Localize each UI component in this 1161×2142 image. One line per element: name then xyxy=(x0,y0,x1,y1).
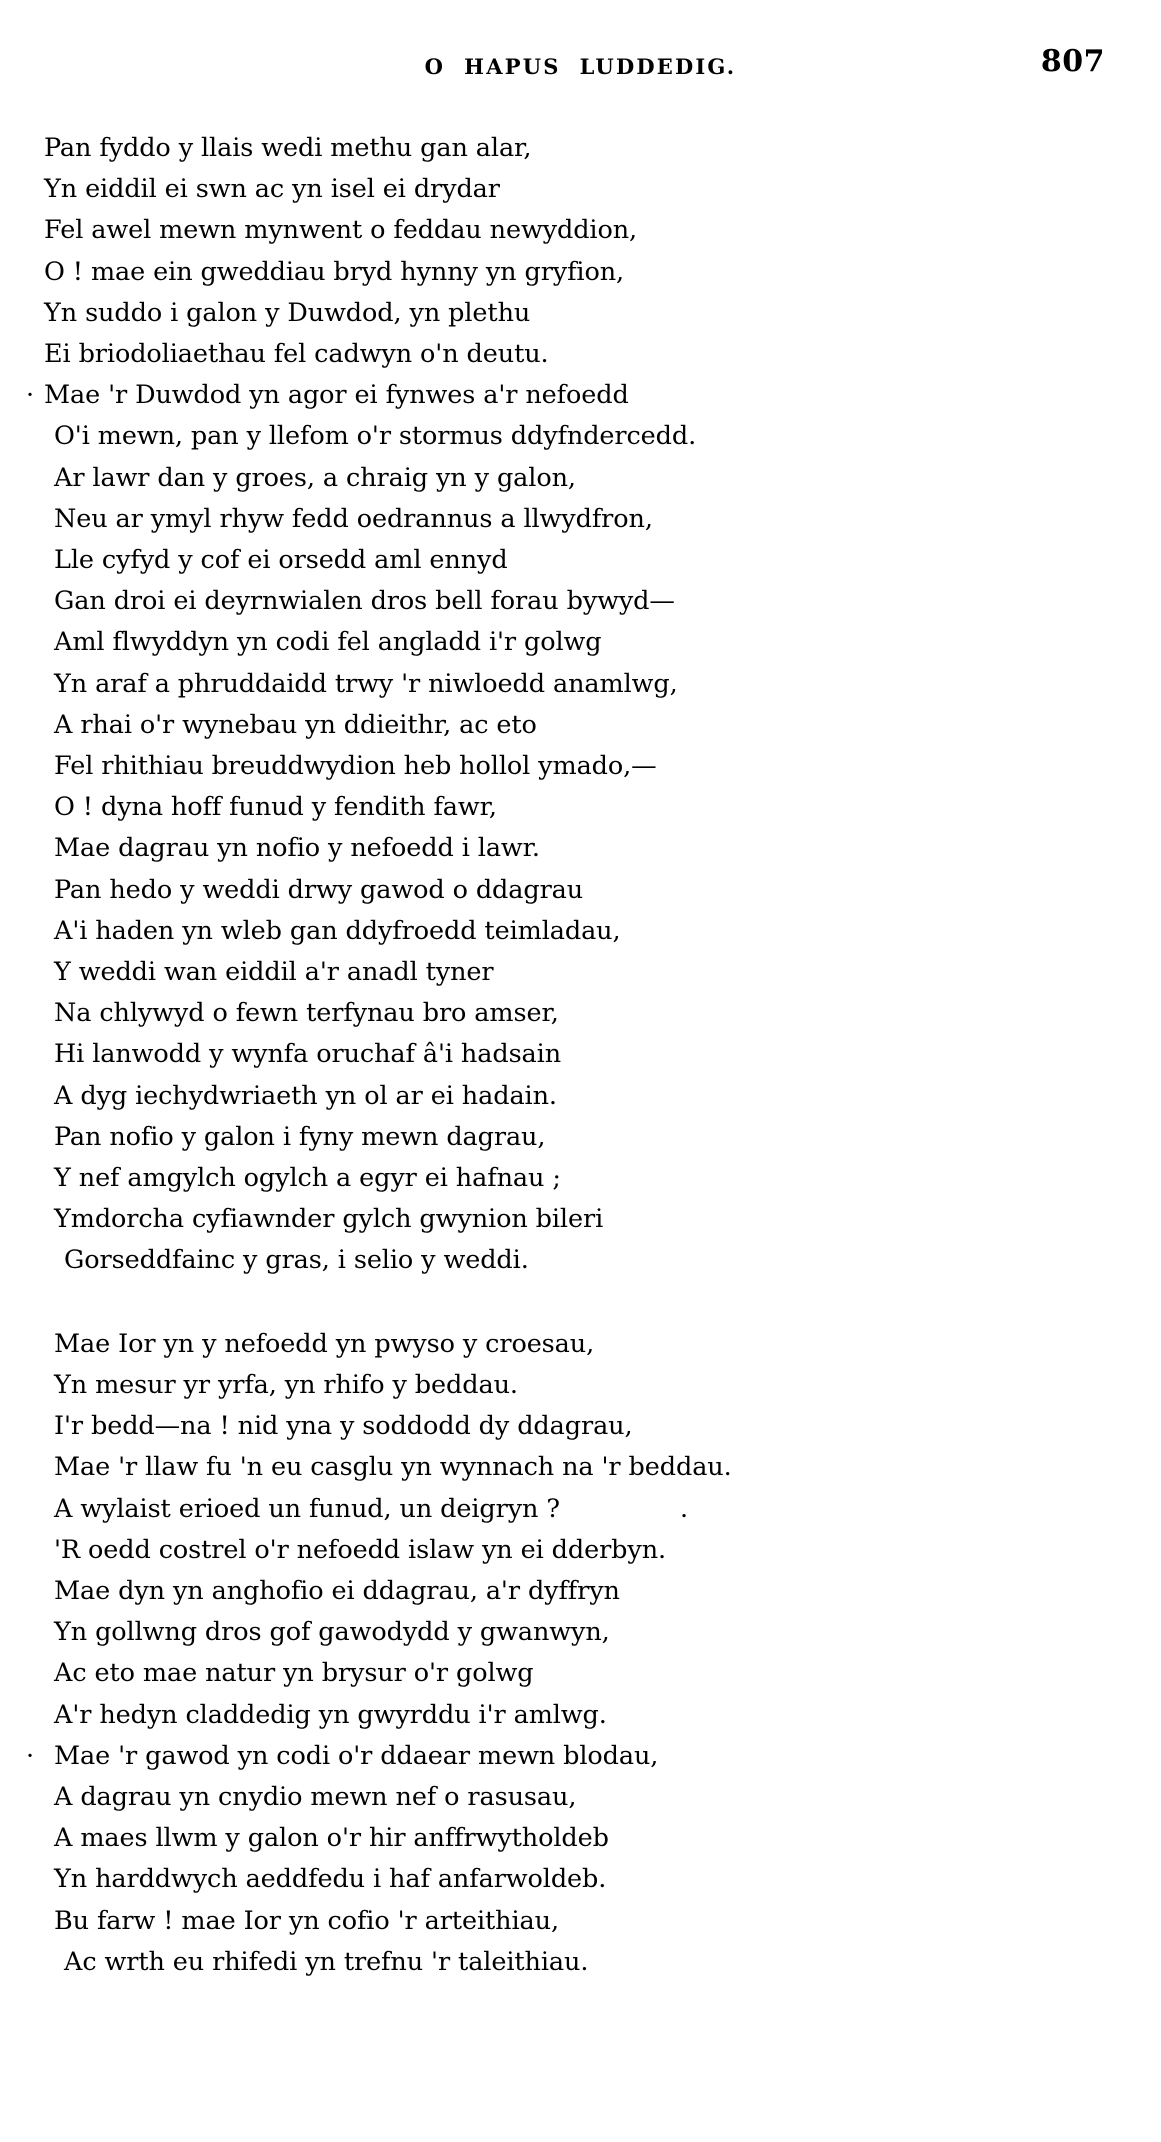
poem-line xyxy=(44,1324,1131,1365)
poem-line-text: O ! mae ein gweddiau bryd hynny yn gryfion, xyxy=(44,256,625,287)
poem-line xyxy=(44,169,1131,210)
poem-line xyxy=(44,293,1131,334)
poem-line-text: Yn eiddil ei swn ac yn isel ei drydar xyxy=(44,174,500,205)
poem-line xyxy=(44,252,1131,293)
poem-line xyxy=(44,1859,1131,1900)
poem-line xyxy=(44,1942,1131,1983)
poem-line-text: Ei briodoliaethau fel cadwyn o'n deutu. xyxy=(44,339,549,370)
poem-line xyxy=(44,1901,1131,1942)
poem-line-text: Pan nofio y galon i fyny mewn dagrau, xyxy=(54,1121,546,1152)
page-header xyxy=(0,0,1161,96)
poem-line-text: Na chlywyd o fewn terfynau bro amser, xyxy=(54,998,559,1029)
poem-line xyxy=(44,581,1131,622)
poem-line xyxy=(44,1818,1131,1859)
poem-line xyxy=(44,1158,1131,1199)
poem-line xyxy=(44,622,1131,663)
poem-line xyxy=(44,1199,1131,1240)
poem-line xyxy=(44,787,1131,828)
poem-line xyxy=(44,1240,1131,1281)
poem-line-text: A wylaist erioed un funud, un deigryn ? xyxy=(54,1493,560,1524)
poem-line xyxy=(44,911,1131,952)
poem-line xyxy=(44,828,1131,869)
poem-line xyxy=(44,705,1131,746)
poem-line xyxy=(44,128,1131,169)
poem-line xyxy=(44,870,1131,911)
poem-line xyxy=(44,1117,1131,1158)
poem-line xyxy=(44,416,1131,457)
stanza-1 xyxy=(26,128,1131,1282)
poem-line-text: Yn araf a phruddaidd trwy 'r niwloedd anamlwg, xyxy=(54,668,678,699)
poem-line-text: A rhai o'r wynebau yn ddieithr, ac eto xyxy=(54,709,537,740)
poem-body xyxy=(0,128,1161,1983)
margin-dot-mark: · xyxy=(26,380,35,411)
poem-line-text: Yn harddwych aeddfedu i haf anfarwoldeb. xyxy=(54,1864,607,1895)
poem-line-text: I'r bedd—na ! nid yna y soddodd dy ddagrau, xyxy=(54,1411,633,1442)
poem-line xyxy=(44,334,1131,375)
poem-line xyxy=(44,1076,1131,1117)
poem-line xyxy=(44,499,1131,540)
poem-line xyxy=(26,375,1131,416)
poem-line xyxy=(44,210,1131,251)
poem-line-text: Pan fyddo y llais wedi methu gan alar, xyxy=(44,133,532,163)
poem-line-text: Ymdorcha cyfiawnder gylch gwynion bileri xyxy=(54,1204,604,1235)
poem-line-text: Gorseddfainc y gras, i selio y weddi. xyxy=(64,1245,529,1276)
poem-line xyxy=(44,1653,1131,1694)
poem-line-text: Ac eto mae natur yn brysur o'r golwg xyxy=(54,1658,534,1689)
poem-line xyxy=(44,458,1131,499)
stanza-2 xyxy=(26,1324,1131,1983)
poem-line xyxy=(44,1571,1131,1612)
poem-line-text: 'R oedd costrel o'r nefoedd islaw yn ei dderbyn. xyxy=(54,1534,667,1565)
poem-line-text: Mae dagrau yn nofio y nefoedd i lawr. xyxy=(54,833,540,864)
poem-line xyxy=(44,1447,1131,1488)
page-number: 807 xyxy=(1040,44,1105,79)
poem-line-text: Yn gollwng dros gof gawodydd y gwanwyn, xyxy=(54,1617,610,1648)
poem-line-text: O'i mewn, pan y llefom o'r stormus ddyfndercedd. xyxy=(54,421,697,452)
poem-line xyxy=(44,664,1131,705)
poem-line-text: A dagrau yn cnydio mewn nef o rasusau, xyxy=(54,1781,577,1812)
poem-line-text: Mae dyn yn anghofio ei ddagrau, a'r dyffryn xyxy=(54,1575,620,1606)
poem-line xyxy=(44,1034,1131,1075)
poem-line-text: Neu ar ymyl rhyw fedd oedrannus a llwydfron, xyxy=(54,503,653,534)
poem-line-text: A maes llwm y galon o'r hir anffrwytholdeb xyxy=(54,1823,609,1854)
poem-line-text: Mae 'r Duwdod yn agor ei fynwes a'r nefoedd xyxy=(44,380,629,411)
poem-line xyxy=(44,952,1131,993)
poem-line xyxy=(44,1489,1131,1530)
poem-line xyxy=(26,1736,1131,1777)
poem-line-text: Hi lanwodd y wynfa oruchaf â'i hadsain xyxy=(54,1039,562,1070)
poem-line-text: Yn suddo i galon y Duwdod, yn plethu xyxy=(44,297,531,328)
poem-line-text: Yn mesur yr yrfa, yn rhifo y beddau. xyxy=(54,1369,518,1400)
stray-dot-mark: . xyxy=(679,1493,688,1524)
poem-line-text: Lle cyfyd y cof ei orsedd aml ennyd xyxy=(54,545,508,576)
poem-line-text: A'i haden yn wleb gan ddyfroedd teimladau, xyxy=(54,915,621,946)
poem-line-text: O ! dyna hoff funud y fendith fawr, xyxy=(54,792,497,823)
poem-line-text: Gan droi ei deyrnwialen dros bell forau bywyd— xyxy=(54,586,675,617)
poem-line xyxy=(44,1777,1131,1818)
poem-line xyxy=(44,1365,1131,1406)
poem-line-text: Fel awel mewn mynwent o feddau newyddion, xyxy=(44,215,638,246)
poem-line xyxy=(44,1530,1131,1571)
poem-line-text: Aml flwyddyn yn codi fel angladd i'r golwg xyxy=(54,627,602,658)
poem-line xyxy=(44,993,1131,1034)
poem-line-text: Y nef amgylch ogylch a egyr ei hafnau ; xyxy=(54,1163,561,1194)
poem-line xyxy=(44,1695,1131,1736)
poem-line-text: Mae 'r gawod yn codi o'r ddaear mewn blodau, xyxy=(54,1740,659,1771)
poem-line-text: Pan hedo y weddi drwy gawod o ddagrau xyxy=(54,874,584,905)
poem-line-text: A'r hedyn claddedig yn gwyrddu i'r amlwg. xyxy=(54,1699,607,1730)
poem-line xyxy=(44,1612,1131,1653)
poem-line-text: Y weddi wan eiddil a'r anadl tyner xyxy=(54,957,494,988)
poem-line-text: Ar lawr dan y groes, a chraig yn y galon, xyxy=(54,462,576,493)
poem-line-text: Mae 'r llaw fu 'n eu casglu yn wynnach na 'r beddau. xyxy=(54,1452,732,1483)
poem-line-text: Fel rhithiau breuddwydion heb hollol ymado,— xyxy=(54,751,657,782)
poem-line xyxy=(44,540,1131,581)
poem-line-text: Mae Ior yn y nefoedd yn pwyso y croesau, xyxy=(54,1328,595,1359)
margin-dot-mark: · xyxy=(26,1740,35,1771)
poem-line-text: Ac wrth eu rhifedi yn trefnu 'r taleithiau. xyxy=(64,1946,589,1977)
poem-line xyxy=(44,746,1131,787)
running-head: O HAPUS LUDDEDIG. xyxy=(424,54,737,79)
poem-line-text: Bu farw ! mae Ior yn cofio 'r arteithiau, xyxy=(54,1905,559,1936)
poem-line-text: A dyg iechydwriaeth yn ol ar ei hadain. xyxy=(54,1080,557,1111)
poem-line xyxy=(44,1406,1131,1447)
